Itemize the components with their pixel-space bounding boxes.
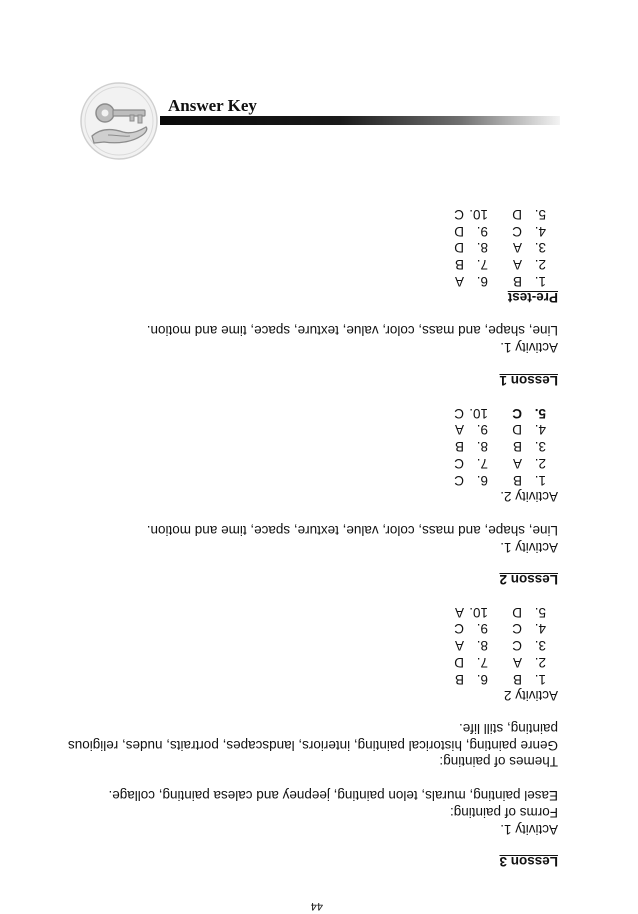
- lesson2-heading: Lesson 2: [499, 572, 558, 587]
- themes-line-1: Genre painting, historical painting, interiors, landscapes, portraits, nudes, religious: [67, 738, 558, 753]
- list-item: 8.A: [454, 638, 488, 653]
- pretest-heading: Pre-test: [507, 290, 558, 305]
- list-item: 2.A: [512, 257, 546, 272]
- lesson3-activity2-label: Activity 2: [503, 688, 558, 703]
- list-item: 7.B: [454, 257, 488, 272]
- forms-text: Easel painting, murals, telon painting, jeepney and calesa painting, collage.: [108, 788, 558, 803]
- list-item: 10.C: [454, 207, 488, 222]
- list-item: 1.B: [512, 274, 546, 289]
- list-item: 7.D: [454, 655, 488, 670]
- list-item: 8.D: [454, 240, 488, 255]
- title-underline-bar: [160, 116, 560, 125]
- list-item: 5.D: [512, 207, 546, 222]
- lesson2-activity1-label: Activity 1.: [500, 540, 558, 555]
- rotated-answer-content: [0, 140, 638, 912]
- list-item: 5.D: [512, 605, 546, 620]
- lesson2-activity2-label: Activity 2.: [500, 489, 558, 504]
- list-item: 3.C: [512, 638, 546, 653]
- list-item: 9.C: [454, 621, 488, 636]
- lesson3-heading: Lesson 3: [499, 854, 558, 869]
- lesson3-activity1-label: Activity 1.: [500, 822, 558, 837]
- list-item: 1.B: [512, 473, 546, 488]
- list-item: 10.C: [454, 406, 488, 421]
- themes-line-2: painting, still life.: [458, 721, 558, 736]
- list-item: 3.B: [512, 439, 546, 454]
- list-item: 6.C: [454, 473, 488, 488]
- lesson1-heading: Lesson 1: [499, 373, 558, 388]
- list-item: 10.A: [454, 605, 488, 620]
- list-item: 1.B: [512, 672, 546, 687]
- forms-label: Forms of painting:: [449, 805, 558, 820]
- list-item: 4.C: [512, 621, 546, 636]
- lesson1-activity1-text: Line, shape, and mass, color, value, texture, space, time and motion.: [146, 323, 558, 338]
- list-item: 9.A: [454, 422, 488, 437]
- list-item: 6.A: [454, 274, 488, 289]
- page-number: 44: [310, 900, 323, 912]
- list-item: 8.B: [454, 439, 488, 454]
- list-item: 2.A: [512, 655, 546, 670]
- themes-label: Themes of painting:: [439, 754, 558, 769]
- list-item: 4.D: [512, 422, 546, 437]
- list-item: 7.C: [454, 456, 488, 471]
- page-title: Answer Key: [168, 96, 257, 115]
- list-item: 5.C: [512, 406, 546, 421]
- list-item: 9.D: [454, 224, 488, 239]
- lesson1-activity1-label: Activity 1.: [500, 340, 558, 355]
- list-item: 3.A: [512, 240, 546, 255]
- lesson2-activity1-text: Line, shape, and mass, color, value, texture, space, time and motion.: [146, 523, 558, 538]
- list-item: 6.B: [454, 672, 488, 687]
- list-item: 4.C: [512, 224, 546, 239]
- list-item: 2.A: [512, 456, 546, 471]
